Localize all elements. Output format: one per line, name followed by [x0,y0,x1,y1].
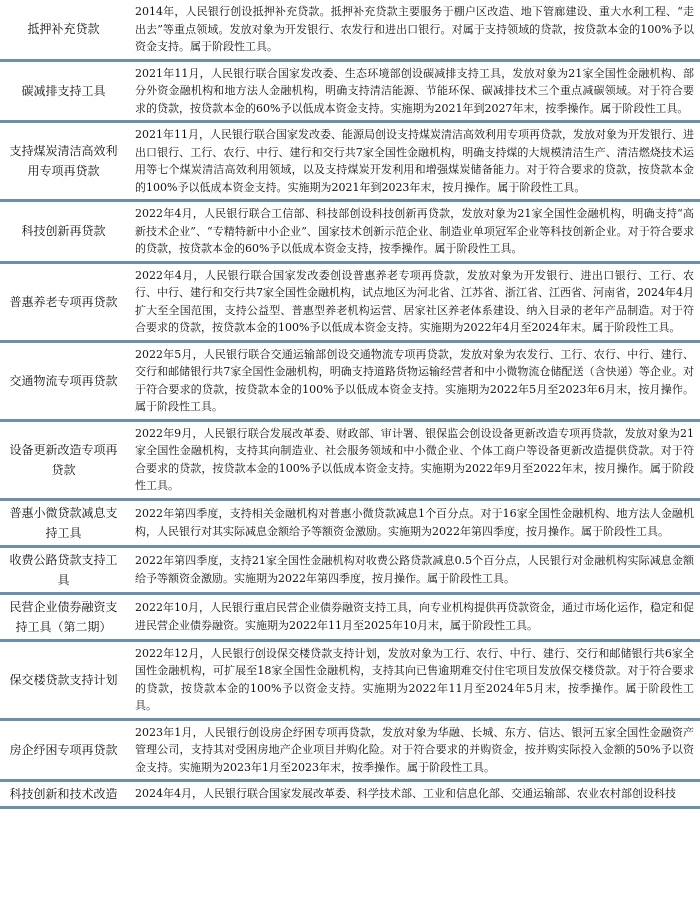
table-row [0,262,700,341]
tool-name-cell: 设备更新改造专项再贷款 [0,420,127,499]
tool-name-cell: 科技创新再贷款 [0,201,127,263]
table-row [0,60,700,122]
tool-description-cell: 2021年11月，人民银行联合国家发改委、生态环境部创设碳减排支持工具，发放对象为21家全国性金融机构、部分外资金融机构和地方法人金融机构，明确支持清洁能源、节能环保、碳减排技术三个重点减碳领域。对于符合要求的贷款，按贷款本金的60%予以低成本资金支持。实施期为2021年到2027年末，按季操作。属于阶段性工具。 [127,60,700,122]
table-row [0,201,700,263]
tool-name-cell: 普惠养老专项再贷款 [0,262,127,341]
tool-name-cell: 房企纾困专项再贷款 [0,719,127,781]
table-row [0,640,700,719]
tool-description-cell: 2024年4月，人民银行联合国家发展改革委、科学技术部、工业和信息化部、交通运输部、农业农村部创设科技 [127,781,700,808]
tool-name-cell: 普惠小微贷款减息支持工具 [0,499,127,546]
tool-name-cell: 民营企业债券融资支持工具（第二期） [0,593,127,640]
table-row [0,781,700,808]
tool-description-cell: 2022年9月，人民银行联合发展改革委、财政部、审计署、银保监会创设设备更新改造专项再贷款，发放对象为21家全国性金融机构，支持其向制造业、社会服务领域和中小微企业、个体工商户等设备更新改造提供贷款。对于符合要求的贷款，按贷款本金的100%予以低成本资金支持。实施期为2022年9月至2022年末，按月操作。属于阶段性工具。 [127,420,700,499]
tool-description-cell: 2022年第四季度，支持21家全国性金融机构对收费公路贷款减息0.5个百分点，人民银行对金融机构实际减息金额给予等额资金激励。实施期为2022年第四季度，按月操作。属于阶段性工具。 [127,546,700,593]
table-row [0,546,700,593]
table-row [0,499,700,546]
table-row [0,420,700,499]
table-row [0,341,700,420]
tool-name-cell: 收费公路贷款支持工具 [0,546,127,593]
table-row [0,0,700,60]
tool-description-cell: 2023年1月，人民银行创设房企纾困专项再贷款，发放对象为华融、长城、东方、信达、银河五家全国性金融资产管理公司，支持其对受困房地产企业项目并购化险。对于符合要求的并购资金，按并购实际投入金额的50%予以资金支持。实施期为2023年1月至2023年末，按季操作。属于阶段性工具。 [127,719,700,781]
table-row [0,122,700,201]
tool-description-cell: 2022年12月，人民银行创设保交楼贷款支持计划，发放对象为工行、农行、中行、建行、交行和邮储银行共6家全国性金融机构，可扩展至18家全国性金融机构，支持其向已售逾期难交付住宅项目发放保交楼贷款。对于符合要求的贷款，按贷款本金的100%予以资金支持。实施期为2022年11月至2024年5月末，按季操作。属于阶段性工具。 [127,640,700,719]
tool-description-cell: 2022年第四季度，支持相关金融机构对普惠小微贷款减息1个百分点。对于16家全国性金融机构、地方法人金融机构，人民银行对其实际减息金额给予等额资金激励。实施期为2022年第四季度，按月操作。属于阶段性工具。 [127,499,700,546]
tool-description-cell: 2022年4月，人民银行联合国家发改委创设普惠养老专项再贷款，发放对象为开发银行、进出口银行、工行、农行、中行、建行和交行共7家全国性金融机构，试点地区为河北省、江苏省、浙江省、江西省、河南省，2024年4月扩大至全国范围，支持公益型、普惠型养老机构运营、居家社区养老体系建设、纳入目录的老年产品制造。对于符合要求的贷款，按贷款本金的100%予以低成本资金支持。实施期为2022年4月至2024年末。属于阶段性工具。 [127,262,700,341]
tool-description-cell: 2014年，人民银行创设抵押补充贷款。抵押补充贷款主要服务于棚户区改造、地下管廊建设、重大水利工程、“走出去”等重点领域。发放对象为开发银行、农发行和进出口银行。对属于支持领域的贷款，按贷款本金的100%予以资金支持。属于阶段性工具。 [127,0,700,60]
tool-description-cell: 2021年11月，人民银行联合国家发改委、能源局创设支持煤炭清洁高效利用专项再贷款，发放对象为开发银行、进出口银行、工行、农行、中行、建行和交行共7家全国性金融机构，明确支持煤的大规模清洁生产、清洁燃烧技术运用等七个煤炭清洁高效利用领域，以及支持煤炭开发利用和增强煤炭储备能力。对于符合要求的贷款，按贷款本金的100%予以低成本资金支持。实施期为2021年到2023年末，按月操作。属于阶段性工具。 [127,122,700,201]
table-row [0,593,700,640]
tool-name-cell: 交通物流专项再贷款 [0,341,127,420]
tool-name-cell: 支持煤炭清洁高效利用专项再贷款 [0,122,127,201]
tool-name-cell: 碳减排支持工具 [0,60,127,122]
tool-description-cell: 2022年10月，人民银行重启民营企业债券融资支持工具，向专业机构提供再贷款资金，通过市场化运作，稳定和促进民营企业债券融资。实施期为2022年11月至2025年10月末，属于阶段性工具。 [127,593,700,640]
table-row [0,719,700,781]
tool-name-cell: 抵押补充贷款 [0,0,127,60]
tool-description-cell: 2022年5月，人民银行联合交通运输部创设交通物流专项再贷款，发放对象为农发行、工行、农行、中行、建行、交行和邮储银行共7家全国性金融机构，明确支持道路货物运输经营者和中小微物流仓储配送（含快递）等企业。对于符合要求的贷款，按贷款本金的100%予以低成本资金支持。实施期为2022年5月至2023年6月末，按月操作。属于阶段性工具。 [127,341,700,420]
tool-name-cell: 科技创新和技术改造 [0,781,127,808]
tool-description-cell: 2022年4月，人民银行联合工信部、科技部创设科技创新再贷款，发放对象为21家全国性金融机构，明确支持“高新技术企业”、“专精特新中小企业”、国家技术创新示范企业、制造业单项冠军企业等科技创新企业。对于符合要求的贷款，按贷款本金的60%予以低成本资金支持，按季操作。属于阶段性工具。 [127,201,700,263]
tool-name-cell: 保交楼贷款支持计划 [0,640,127,719]
